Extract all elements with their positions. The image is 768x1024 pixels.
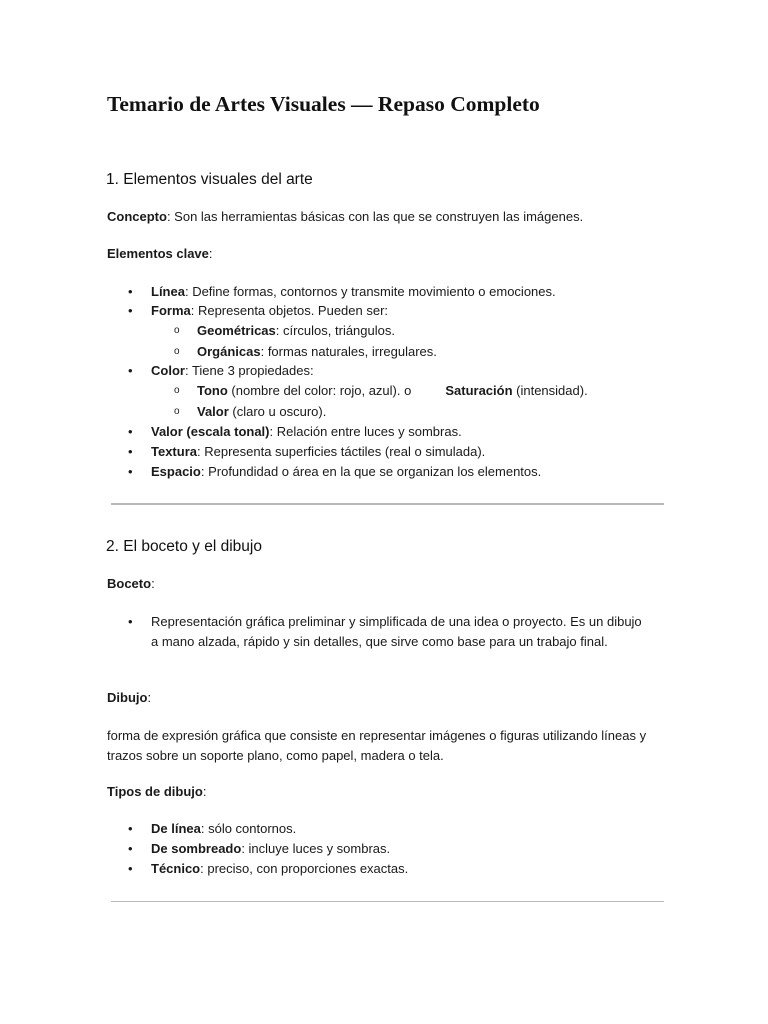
list-item-valor-tonal — [151, 422, 462, 442]
circle-bullet-icon: o — [174, 385, 180, 396]
tipos-label: Tipos de dibujo — [107, 784, 203, 799]
item-label: Línea — [151, 284, 185, 299]
saturacion-text: (intensidad). — [512, 383, 588, 398]
dibujo-label-paragraph — [107, 688, 151, 708]
boceto-colon: : — [151, 576, 155, 591]
item-text: : preciso, con proporciones exactas. — [200, 861, 409, 876]
bullet-icon: • — [128, 444, 133, 459]
list-item-espacio — [151, 462, 541, 482]
section-divider — [111, 503, 664, 505]
bullet-icon: • — [128, 821, 133, 836]
dibujo-colon: : — [147, 690, 152, 705]
item-text: : círculos, triángulos. — [275, 323, 395, 338]
boceto-label-paragraph — [107, 574, 155, 594]
list-item-valor — [197, 402, 326, 422]
item-label: Tono — [197, 383, 228, 398]
bullet-icon: • — [128, 861, 133, 876]
item-label: Geométricas — [197, 323, 276, 338]
key-elements-label — [107, 244, 213, 264]
item-text: : Representa superficies táctiles (real o simulada). — [197, 444, 486, 459]
item-text: : Tiene 3 propiedades: — [184, 363, 314, 378]
item-label: Técnico — [151, 861, 201, 876]
concept-label: Concepto — [107, 209, 167, 224]
key-elements-title: Elementos clave — [107, 246, 209, 261]
section-2-heading: 2. El boceto y el dibujo — [106, 538, 262, 555]
item-text: : incluye luces y sombras. — [241, 841, 391, 856]
item-text: : Profundidad o área en la que se organizan los elementos. — [200, 464, 542, 479]
list-item-de-sombreado — [151, 839, 390, 859]
item-label: Color — [151, 363, 185, 378]
list-item-boceto: Representación gráfica preliminar y simplificada de una idea o proyecto. Es un dibujo a mano alzada, rápido y sin detalles, que sirve como base para un trabajo final. — [151, 614, 642, 649]
concept-text: : Son las herramientas básicas con las que se construyen las imágenes. — [166, 209, 584, 224]
bullet-icon: • — [128, 841, 133, 856]
tipos-label-paragraph — [107, 782, 206, 802]
bullet-icon: • — [128, 424, 133, 439]
list-item-tono — [197, 381, 588, 401]
bullet-icon: • — [128, 363, 133, 378]
dibujo-paragraph: forma de expresión gráfica que consiste en representar imágenes o figuras utilizando líneas y trazos sobre un soporte plano, como papel, madera o tela. — [107, 728, 647, 763]
item-label: Valor (escala tonal) — [151, 424, 270, 439]
item-text: : formas naturales, irregulares. — [260, 344, 437, 359]
item-label: Orgánicas — [197, 344, 261, 359]
item-label: Forma — [151, 303, 191, 318]
list-item-forma — [151, 301, 388, 321]
boceto-label: Boceto — [107, 576, 152, 591]
section-divider — [111, 901, 664, 902]
list-item-linea — [151, 282, 556, 302]
dibujo-label: Dibujo — [107, 690, 148, 705]
saturacion-label: Saturación — [445, 383, 513, 398]
list-item-de-linea — [151, 819, 296, 839]
item-label: De línea — [151, 821, 201, 836]
list-item-color — [151, 361, 314, 381]
item-text: : sólo contornos. — [200, 821, 297, 836]
list-item-tecnico — [151, 859, 408, 879]
bullet-icon: • — [128, 614, 133, 629]
item-label: Espacio — [151, 464, 201, 479]
item-text: : Representa objetos. Pueden ser: — [190, 303, 389, 318]
bullet-icon: • — [128, 303, 133, 318]
circle-bullet-icon: o — [174, 325, 180, 336]
section-1-heading: 1. Elementos visuales del arte — [106, 171, 313, 188]
document-title: Temario de Artes Visuales — Repaso Completo — [107, 92, 540, 116]
item-text: (nombre del color: rojo, azul). o — [227, 383, 412, 398]
bullet-icon: • — [128, 464, 133, 479]
item-label: De sombreado — [151, 841, 242, 856]
concept-paragraph — [107, 207, 583, 227]
item-label: Valor — [197, 404, 229, 419]
list-item-textura — [151, 442, 485, 462]
bullet-icon: • — [128, 284, 133, 299]
item-text: : Define formas, contornos y transmite movimiento o emociones. — [184, 284, 556, 299]
circle-bullet-icon: o — [174, 346, 180, 357]
item-text: (claro u oscuro). — [228, 404, 327, 419]
item-label: Textura — [151, 444, 197, 459]
circle-bullet-icon: o — [174, 406, 180, 417]
list-item-geometricas — [197, 321, 395, 341]
list-item-organicas — [197, 342, 437, 362]
key-elements-colon: : — [208, 246, 213, 261]
item-text: : Relación entre luces y sombras. — [269, 424, 462, 439]
tipos-colon: : — [202, 784, 207, 799]
